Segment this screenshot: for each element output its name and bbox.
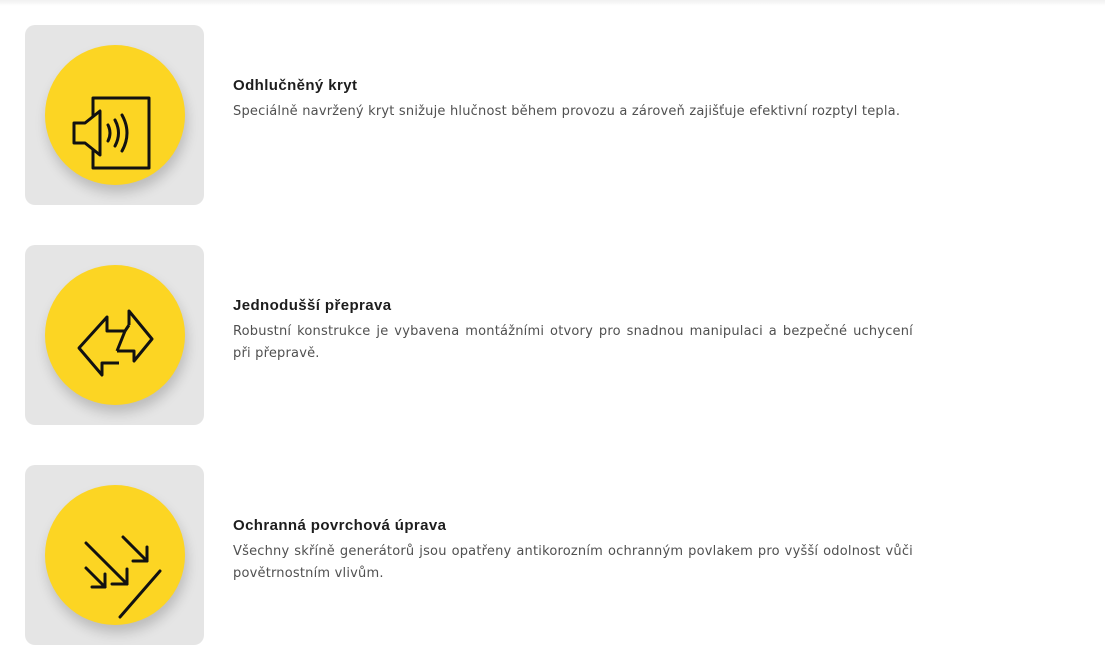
feature-text: [233, 77, 913, 123]
feature-description: Všechny skříně generátorů jsou opatřeny antikorozním ochranným povlakem pro vyšší odolnost vůči povětrnostním vlivům.: [233, 544, 913, 581]
feature-item-easier-transport: [25, 245, 925, 425]
top-edge-shadow: [0, 0, 1105, 6]
feature-icon-circle: [45, 45, 185, 185]
feature-icon-tile: [25, 465, 204, 645]
feature-item-soundproof-cover: [25, 25, 925, 205]
soundproof-speaker-icon: [45, 45, 185, 185]
feature-text: [233, 297, 913, 365]
feature-title: Ochranná povrchová úprava: [233, 517, 447, 534]
feature-text: [233, 517, 913, 585]
feature-icon-tile: [25, 25, 204, 205]
feature-description: Speciálně navržený kryt snižuje hlučnost během provozu a zároveň zajišťuje efektivní rozptyl tepla.: [233, 104, 901, 119]
feature-icon-circle: [45, 485, 185, 625]
feature-item-protective-coating: [25, 465, 925, 645]
feature-description: Robustní konstrukce je vybavena montážními otvory pro snadnou manipulaci a bezpečné uchycení při přepravě.: [233, 324, 913, 361]
transfer-arrows-icon: [45, 265, 185, 405]
feature-icon-tile: [25, 245, 204, 425]
protective-coating-icon: [45, 485, 185, 625]
feature-title: Odhlučněný kryt: [233, 77, 358, 94]
feature-title: Jednodušší přeprava: [233, 297, 392, 314]
feature-icon-circle: [45, 265, 185, 405]
